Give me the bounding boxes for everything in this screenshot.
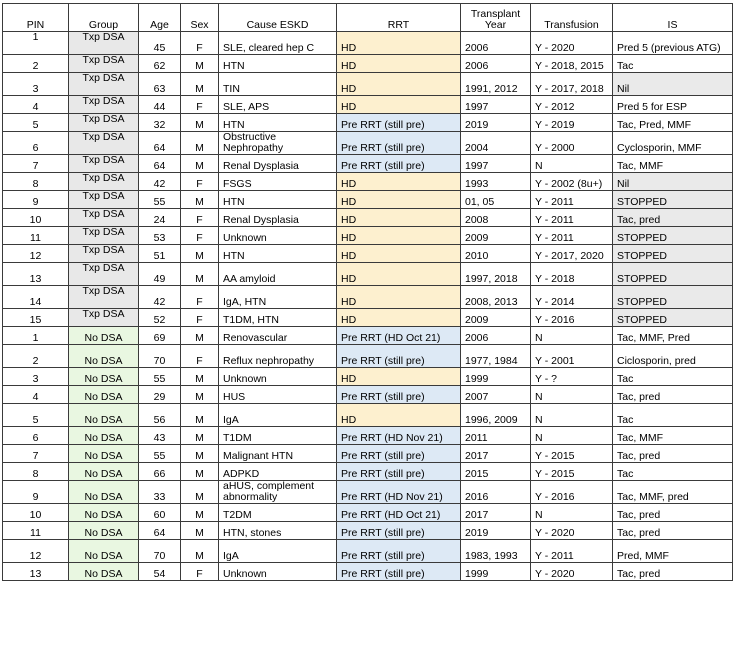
table-row [3,286,733,309]
cell-transplant-year: 2006 [461,327,531,345]
cell-group: No DSA [69,540,139,563]
cell-cause: IgA, HTN [219,286,337,309]
cell-age: 55 [139,445,181,463]
cell-group: No DSA [69,368,139,386]
cell-sex: M [181,132,219,155]
cell-sex: M [181,481,219,504]
cell-sex: M [181,386,219,404]
cell-group: Txp DSA [69,245,139,263]
cell-age: 60 [139,504,181,522]
table-row [3,245,733,263]
cell-group: No DSA [69,463,139,481]
table-row [3,73,733,96]
cell-is: Tac, Pred, MMF [613,114,733,132]
table-row [3,368,733,386]
cell-pin: 11 [3,227,69,245]
cell-is: Nil [613,73,733,96]
cell-sex: F [181,209,219,227]
cell-transfusion: Y - 2012 [531,96,613,114]
cell-group: No DSA [69,481,139,504]
cell-group: No DSA [69,345,139,368]
cell-group: No DSA [69,563,139,581]
cell-transfusion: N [531,327,613,345]
cell-sex: F [181,345,219,368]
cell-is: Tac [613,463,733,481]
cell-transplant-year: 2006 [461,32,531,55]
header-cause: Cause ESKD [219,4,337,32]
cell-sex: M [181,55,219,73]
cell-is: Tac, pred [613,563,733,581]
cell-transfusion: Y - 2000 [531,132,613,155]
cell-cause: HTN [219,245,337,263]
cell-transfusion: Y - 2015 [531,445,613,463]
table-row [3,173,733,191]
cell-is: Tac, pred [613,386,733,404]
cell-cause: HUS [219,386,337,404]
cell-pin: 7 [3,445,69,463]
cell-transplant-year: 2006 [461,55,531,73]
cell-age: 66 [139,463,181,481]
cell-sex: M [181,463,219,481]
cell-cause: Malignant HTN [219,445,337,463]
cell-cause: Renal Dysplasia [219,209,337,227]
cell-transplant-year: 2011 [461,427,531,445]
cell-age: 70 [139,345,181,368]
cell-pin: 10 [3,209,69,227]
cell-is: STOPPED [613,245,733,263]
cell-age: 49 [139,263,181,286]
cell-group: No DSA [69,404,139,427]
header-transfusion: Transfusion [531,4,613,32]
cell-group: Txp DSA [69,309,139,327]
cell-pin: 3 [3,368,69,386]
cell-is: Tac [613,368,733,386]
cell-is: Pred, MMF [613,540,733,563]
cell-transplant-year: 1997, 2018 [461,263,531,286]
cell-pin: 8 [3,173,69,191]
cell-pin: 6 [3,132,69,155]
header-is: IS [613,4,733,32]
cell-transfusion: N [531,155,613,173]
cell-is: Tac, pred [613,522,733,540]
table-header [3,4,733,32]
cell-transplant-year: 1993 [461,173,531,191]
cell-transfusion: Y - 2016 [531,481,613,504]
cell-sex: M [181,404,219,427]
cell-sex: M [181,522,219,540]
cell-transplant-year: 2010 [461,245,531,263]
cell-cause: TIN [219,73,337,96]
cell-age: 56 [139,404,181,427]
cell-transfusion: Y - 2011 [531,191,613,209]
cell-transfusion: N [531,386,613,404]
cell-age: 64 [139,522,181,540]
table-row [3,404,733,427]
table-row [3,386,733,404]
cell-transplant-year: 1996, 2009 [461,404,531,427]
cell-age: 70 [139,540,181,563]
cell-age: 64 [139,132,181,155]
cell-pin: 2 [3,55,69,73]
cell-transplant-year: 2007 [461,386,531,404]
cell-age: 32 [139,114,181,132]
cell-sex: F [181,563,219,581]
table-row [3,209,733,227]
cell-age: 51 [139,245,181,263]
table-row [3,155,733,173]
cell-group: Txp DSA [69,173,139,191]
cell-transfusion: Y - 2011 [531,227,613,245]
cell-age: 42 [139,173,181,191]
cell-is: Tac [613,55,733,73]
cell-pin: 15 [3,309,69,327]
cell-rrt: HD [337,73,461,96]
cell-transplant-year: 1983, 1993 [461,540,531,563]
cell-pin: 13 [3,263,69,286]
table-row [3,132,733,155]
table-row [3,540,733,563]
cell-is: Tac, MMF [613,155,733,173]
cell-rrt: HD [337,32,461,55]
cell-is: STOPPED [613,227,733,245]
header-sex: Sex [181,4,219,32]
cell-transfusion: Y - 2017, 2018 [531,73,613,96]
cell-transfusion: Y - 2011 [531,540,613,563]
cell-cause: ADPKD [219,463,337,481]
cell-cause: IgA [219,404,337,427]
cell-cause: T1DM, HTN [219,309,337,327]
cell-sex: M [181,540,219,563]
cell-cause: Obstructive Nephropathy [219,132,337,155]
cell-is: STOPPED [613,191,733,209]
cell-transfusion: N [531,427,613,445]
cell-transplant-year: 1999 [461,368,531,386]
table-row [3,327,733,345]
cell-group: Txp DSA [69,55,139,73]
cell-transplant-year: 1999 [461,563,531,581]
cell-transfusion: N [531,504,613,522]
cell-transfusion: Y - 2014 [531,286,613,309]
cell-transplant-year: 2015 [461,463,531,481]
cell-rrt: Pre RRT (HD Oct 21) [337,504,461,522]
cell-cause: Unknown [219,368,337,386]
cell-rrt: Pre RRT (still pre) [337,155,461,173]
header-age: Age [139,4,181,32]
cell-rrt: HD [337,96,461,114]
cell-age: 53 [139,227,181,245]
header-group: Group [69,4,139,32]
cell-transplant-year: 2009 [461,309,531,327]
cell-is: Pred 5 (previous ATG) [613,32,733,55]
cell-cause: HTN [219,114,337,132]
cell-cause: HTN [219,55,337,73]
cell-group: Txp DSA [69,191,139,209]
cell-age: 63 [139,73,181,96]
cell-group: Txp DSA [69,263,139,286]
cell-rrt: Pre RRT (still pre) [337,563,461,581]
cell-sex: F [181,96,219,114]
cell-transfusion: Y - 2020 [531,522,613,540]
cell-group: Txp DSA [69,32,139,55]
cell-age: 44 [139,96,181,114]
cell-pin: 6 [3,427,69,445]
cell-rrt: Pre RRT (still pre) [337,445,461,463]
cell-rrt: Pre RRT (still pre) [337,132,461,155]
cell-transfusion: Y - 2018 [531,263,613,286]
cell-age: 29 [139,386,181,404]
cell-transplant-year: 1991, 2012 [461,73,531,96]
cell-cause: T2DM [219,504,337,522]
cell-age: 62 [139,55,181,73]
table-row [3,481,733,504]
cell-transplant-year: 2019 [461,522,531,540]
cell-is: STOPPED [613,309,733,327]
cell-transfusion: Y - 2019 [531,114,613,132]
cell-rrt: HD [337,55,461,73]
cell-cause: HTN, stones [219,522,337,540]
cell-group: No DSA [69,504,139,522]
table-row [3,114,733,132]
cell-is: Tac, pred [613,504,733,522]
table-row [3,427,733,445]
cell-transplant-year: 2017 [461,504,531,522]
cell-pin: 10 [3,504,69,522]
cell-is: Cyclosporin, MMF [613,132,733,155]
cell-transfusion: Y - 2020 [531,563,613,581]
cell-rrt: Pre RRT (HD Nov 21) [337,427,461,445]
cell-group: Txp DSA [69,227,139,245]
cell-group: Txp DSA [69,286,139,309]
cell-is: Tac, pred [613,209,733,227]
table-row [3,32,733,55]
cell-sex: M [181,427,219,445]
patient-table [2,3,733,581]
cell-rrt: HD [337,209,461,227]
cell-age: 54 [139,563,181,581]
table-row [3,191,733,209]
table-row [3,96,733,114]
cell-group: Txp DSA [69,96,139,114]
table-body [3,32,733,581]
cell-sex: M [181,114,219,132]
cell-group: No DSA [69,445,139,463]
cell-is: Nil [613,173,733,191]
cell-rrt: HD [337,263,461,286]
cell-transfusion: Y - 2001 [531,345,613,368]
cell-sex: M [181,155,219,173]
cell-pin: 4 [3,96,69,114]
cell-pin: 3 [3,73,69,96]
cell-cause: T1DM [219,427,337,445]
cell-cause: IgA [219,540,337,563]
cell-group: Txp DSA [69,73,139,96]
cell-is: Tac, pred [613,445,733,463]
cell-rrt: Pre RRT (still pre) [337,522,461,540]
cell-is: Ciclosporin, pred [613,345,733,368]
cell-transplant-year: 1997 [461,96,531,114]
cell-sex: F [181,173,219,191]
cell-cause: Unknown [219,227,337,245]
header-transplant-year: Transplant Year [461,4,531,32]
cell-sex: M [181,191,219,209]
cell-sex: M [181,73,219,96]
cell-pin: 1 [3,32,69,55]
cell-age: 43 [139,427,181,445]
table-row [3,463,733,481]
cell-pin: 4 [3,386,69,404]
cell-is: Tac, MMF [613,427,733,445]
cell-transplant-year: 1977, 1984 [461,345,531,368]
cell-transfusion: Y - ? [531,368,613,386]
cell-sex: M [181,504,219,522]
cell-rrt: HD [337,368,461,386]
cell-transfusion: Y - 2017, 2020 [531,245,613,263]
cell-group: No DSA [69,427,139,445]
table-row [3,345,733,368]
cell-sex: M [181,245,219,263]
cell-transfusion: N [531,404,613,427]
table-row [3,563,733,581]
cell-group: Txp DSA [69,114,139,132]
cell-cause: aHUS, complement abnormality [219,481,337,504]
cell-cause: Unknown [219,563,337,581]
cell-transfusion: Y - 2011 [531,209,613,227]
cell-is: Tac, MMF, pred [613,481,733,504]
cell-pin: 12 [3,245,69,263]
cell-rrt: Pre RRT (still pre) [337,463,461,481]
cell-pin: 11 [3,522,69,540]
cell-transfusion: Y - 2020 [531,32,613,55]
cell-transplant-year: 2017 [461,445,531,463]
cell-rrt: Pre RRT (HD Nov 21) [337,481,461,504]
cell-pin: 5 [3,114,69,132]
cell-cause: HTN [219,191,337,209]
cell-rrt: Pre RRT (still pre) [337,114,461,132]
cell-transplant-year: 2008, 2013 [461,286,531,309]
cell-group: No DSA [69,327,139,345]
cell-pin: 8 [3,463,69,481]
cell-is: Tac [613,404,733,427]
cell-group: No DSA [69,522,139,540]
cell-sex: F [181,286,219,309]
cell-sex: F [181,227,219,245]
cell-transfusion: Y - 2016 [531,309,613,327]
cell-age: 52 [139,309,181,327]
table-row [3,445,733,463]
cell-rrt: HD [337,309,461,327]
cell-is: STOPPED [613,263,733,286]
cell-is: Pred 5 for ESP [613,96,733,114]
cell-is: STOPPED [613,286,733,309]
cell-pin: 7 [3,155,69,173]
cell-age: 64 [139,155,181,173]
cell-group: Txp DSA [69,155,139,173]
table-row [3,55,733,73]
cell-rrt: Pre RRT (HD Oct 21) [337,327,461,345]
cell-cause: AA amyloid [219,263,337,286]
cell-transplant-year: 2004 [461,132,531,155]
cell-rrt: Pre RRT (still pre) [337,386,461,404]
cell-sex: M [181,327,219,345]
cell-sex: M [181,368,219,386]
cell-age: 55 [139,368,181,386]
cell-pin: 5 [3,404,69,427]
cell-rrt: HD [337,404,461,427]
cell-transplant-year: 2009 [461,227,531,245]
cell-sex: F [181,309,219,327]
cell-age: 55 [139,191,181,209]
table-row [3,227,733,245]
cell-sex: M [181,263,219,286]
cell-rrt: Pre RRT (still pre) [337,540,461,563]
cell-transplant-year: 2019 [461,114,531,132]
header-pin: PIN [3,4,69,32]
cell-cause: Renovascular [219,327,337,345]
table-row [3,263,733,286]
cell-cause: SLE, cleared hep C [219,32,337,55]
cell-pin: 9 [3,191,69,209]
cell-age: 69 [139,327,181,345]
cell-rrt: Pre RRT (still pre) [337,345,461,368]
cell-age: 42 [139,286,181,309]
cell-cause: Renal Dysplasia [219,155,337,173]
cell-sex: F [181,32,219,55]
cell-is: Tac, MMF, Pred [613,327,733,345]
cell-transfusion: Y - 2002 (8u+) [531,173,613,191]
cell-transfusion: Y - 2018, 2015 [531,55,613,73]
header-rrt: RRT [337,4,461,32]
cell-transplant-year: 1997 [461,155,531,173]
cell-transplant-year: 2008 [461,209,531,227]
cell-rrt: HD [337,286,461,309]
cell-rrt: HD [337,245,461,263]
cell-cause: FSGS [219,173,337,191]
cell-sex: M [181,445,219,463]
cell-transplant-year: 2016 [461,481,531,504]
cell-group: Txp DSA [69,209,139,227]
cell-pin: 13 [3,563,69,581]
cell-pin: 2 [3,345,69,368]
cell-age: 24 [139,209,181,227]
table-row [3,504,733,522]
cell-cause: Reflux nephropathy [219,345,337,368]
cell-group: No DSA [69,386,139,404]
cell-pin: 14 [3,286,69,309]
table-row [3,522,733,540]
table-row [3,309,733,327]
cell-age: 33 [139,481,181,504]
cell-rrt: HD [337,173,461,191]
cell-transplant-year: 01, 05 [461,191,531,209]
cell-pin: 1 [3,327,69,345]
cell-pin: 9 [3,481,69,504]
cell-rrt: HD [337,191,461,209]
cell-age: 45 [139,32,181,55]
cell-cause: SLE, APS [219,96,337,114]
cell-transfusion: Y - 2015 [531,463,613,481]
cell-pin: 12 [3,540,69,563]
cell-group: Txp DSA [69,132,139,155]
cell-rrt: HD [337,227,461,245]
